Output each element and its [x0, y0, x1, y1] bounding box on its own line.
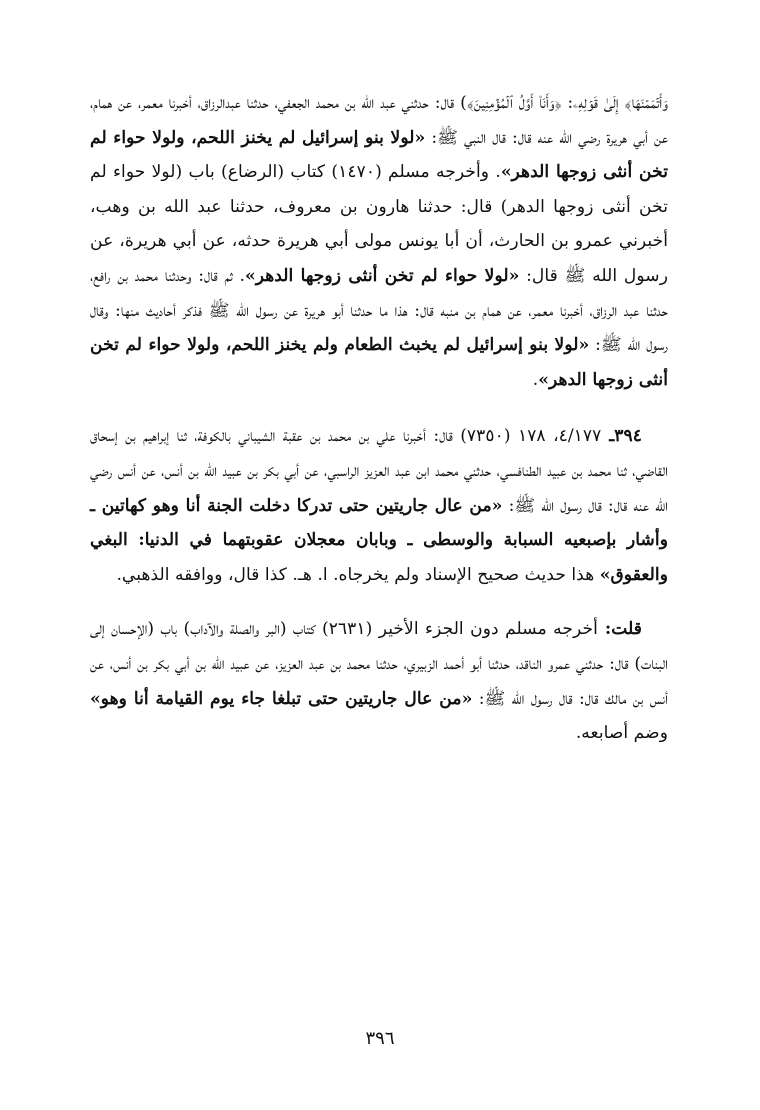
text-segment: . وأخرجه مسلم (١٤٧٠) كتاب (الرضاع) باب (لولا حواء لم تخن أنثى زوجها الدهر) قال: حدثنا هارون بن معروف، حدثنا عبد الله بن وهب، أخبرني عمرو بن الحارث، أن أبا يونس مولى أبي هريرة حدثه، عن أبي هريرة، عن رسول الله ﷺ قال:: [90, 162, 668, 286]
text-segment: وضم أصابعه.: [575, 723, 668, 744]
page-number: ٣٩٦: [365, 1028, 395, 1049]
hadith-quote: «لولا بنو إسرائيل لم يخنز اللحم، ولولا حواء لم تخن أنثى زوجها الدهر»: [90, 127, 668, 183]
text-segment: .: [532, 369, 539, 390]
hadith-quote: «لولا بنو إسرائيل لم يخبث الطعام ولم يخنز اللحم، ولولا حواء لم تخن أنثى زوجها الدهر»: [90, 335, 668, 390]
entry-number: ٣٩٤ـ: [601, 426, 642, 447]
paragraph-continuation: [90, 86, 668, 397]
commentary-label: قلت:: [597, 619, 642, 640]
hadith-quote: «لولا حواء لم تخن أنثى زوجها الدهر»: [244, 265, 520, 286]
text-segment: . ثم قال: وحدثنا محمد بن رافع، حدثنا عبد الرزاق، أخبرنا معمر، عن همام بن منبه قال: هذا ما حدثنا أبو هريرة عن رسول الله ﷺ فذكر أحاديث منها: وقال رسول الله ﷺ:: [90, 265, 668, 356]
paragraph-entry-394: [90, 419, 668, 592]
text-segment: وَأَتۡمَمۡنَهَا﴾ إِلَىٰ قَوۡلِهِۦ: ﴿وَأَنَا۠ أَوَّلُ ٱلۡمُؤۡمِنِينَ﴾) قال: حدثني عبد الله بن محمد الجعفي، حدثنا عبدالرزاق، أخبرنا معمر، عن همام، عن أبي هريرة رضي الله عنه قال: قال النبي ﷺ:: [90, 93, 668, 148]
text-segment: أخرجه مسلم دون الجزء الأخير (٢٦٣١) كتاب (البر والصلة والآداب) باب (الإحسان إلى البنات) قال: حدثني عمرو الناقد، حدثنا أبو أحمد الزبيري، حدثنا محمد بن عبد العزيز، عن عبيد الله بن أبي بكر بن أنس، عن أنس بن مالك قال: قال رسول الله ﷺ:: [90, 619, 668, 709]
hadith-quote: «من عال جاريتين حتى تدركا دخلت الجنة أنا وهو كهاتين ـ وأشار بإصبعيه السبابة والوسطى ـ وبابان معجلان عقوبتهما في الدنيا: البغي والعقوق»: [90, 495, 668, 585]
text-segment: هذا حديث صحيح الإسناد ولم يخرجاه. ا. هـ. كذا قال، ووافقه الذهبي.: [116, 564, 600, 585]
paragraph-commentary: [90, 612, 668, 750]
page-body: [90, 86, 668, 751]
text-segment: ٤/١٧٧، ١٧٨ (٧٣٥٠) قال: أخبرنا علي بن محمد بن عقبة الشيباني بالكوفة، ثنا إبراهيم بن إسحاق القاضي، ثنا محمد بن عبيد الطنافسي، حدثني محمد ابن عبد العزيز الراسبي، عن أبي بكر بن عبيد الله بن أنس، عن أنس رضي الله عنه قال: قال رسول الله ﷺ:: [90, 426, 668, 516]
hadith-quote: «من عال جاريتين حتى تبلغا جاء يوم القيامة أنا وهو»: [90, 688, 473, 709]
